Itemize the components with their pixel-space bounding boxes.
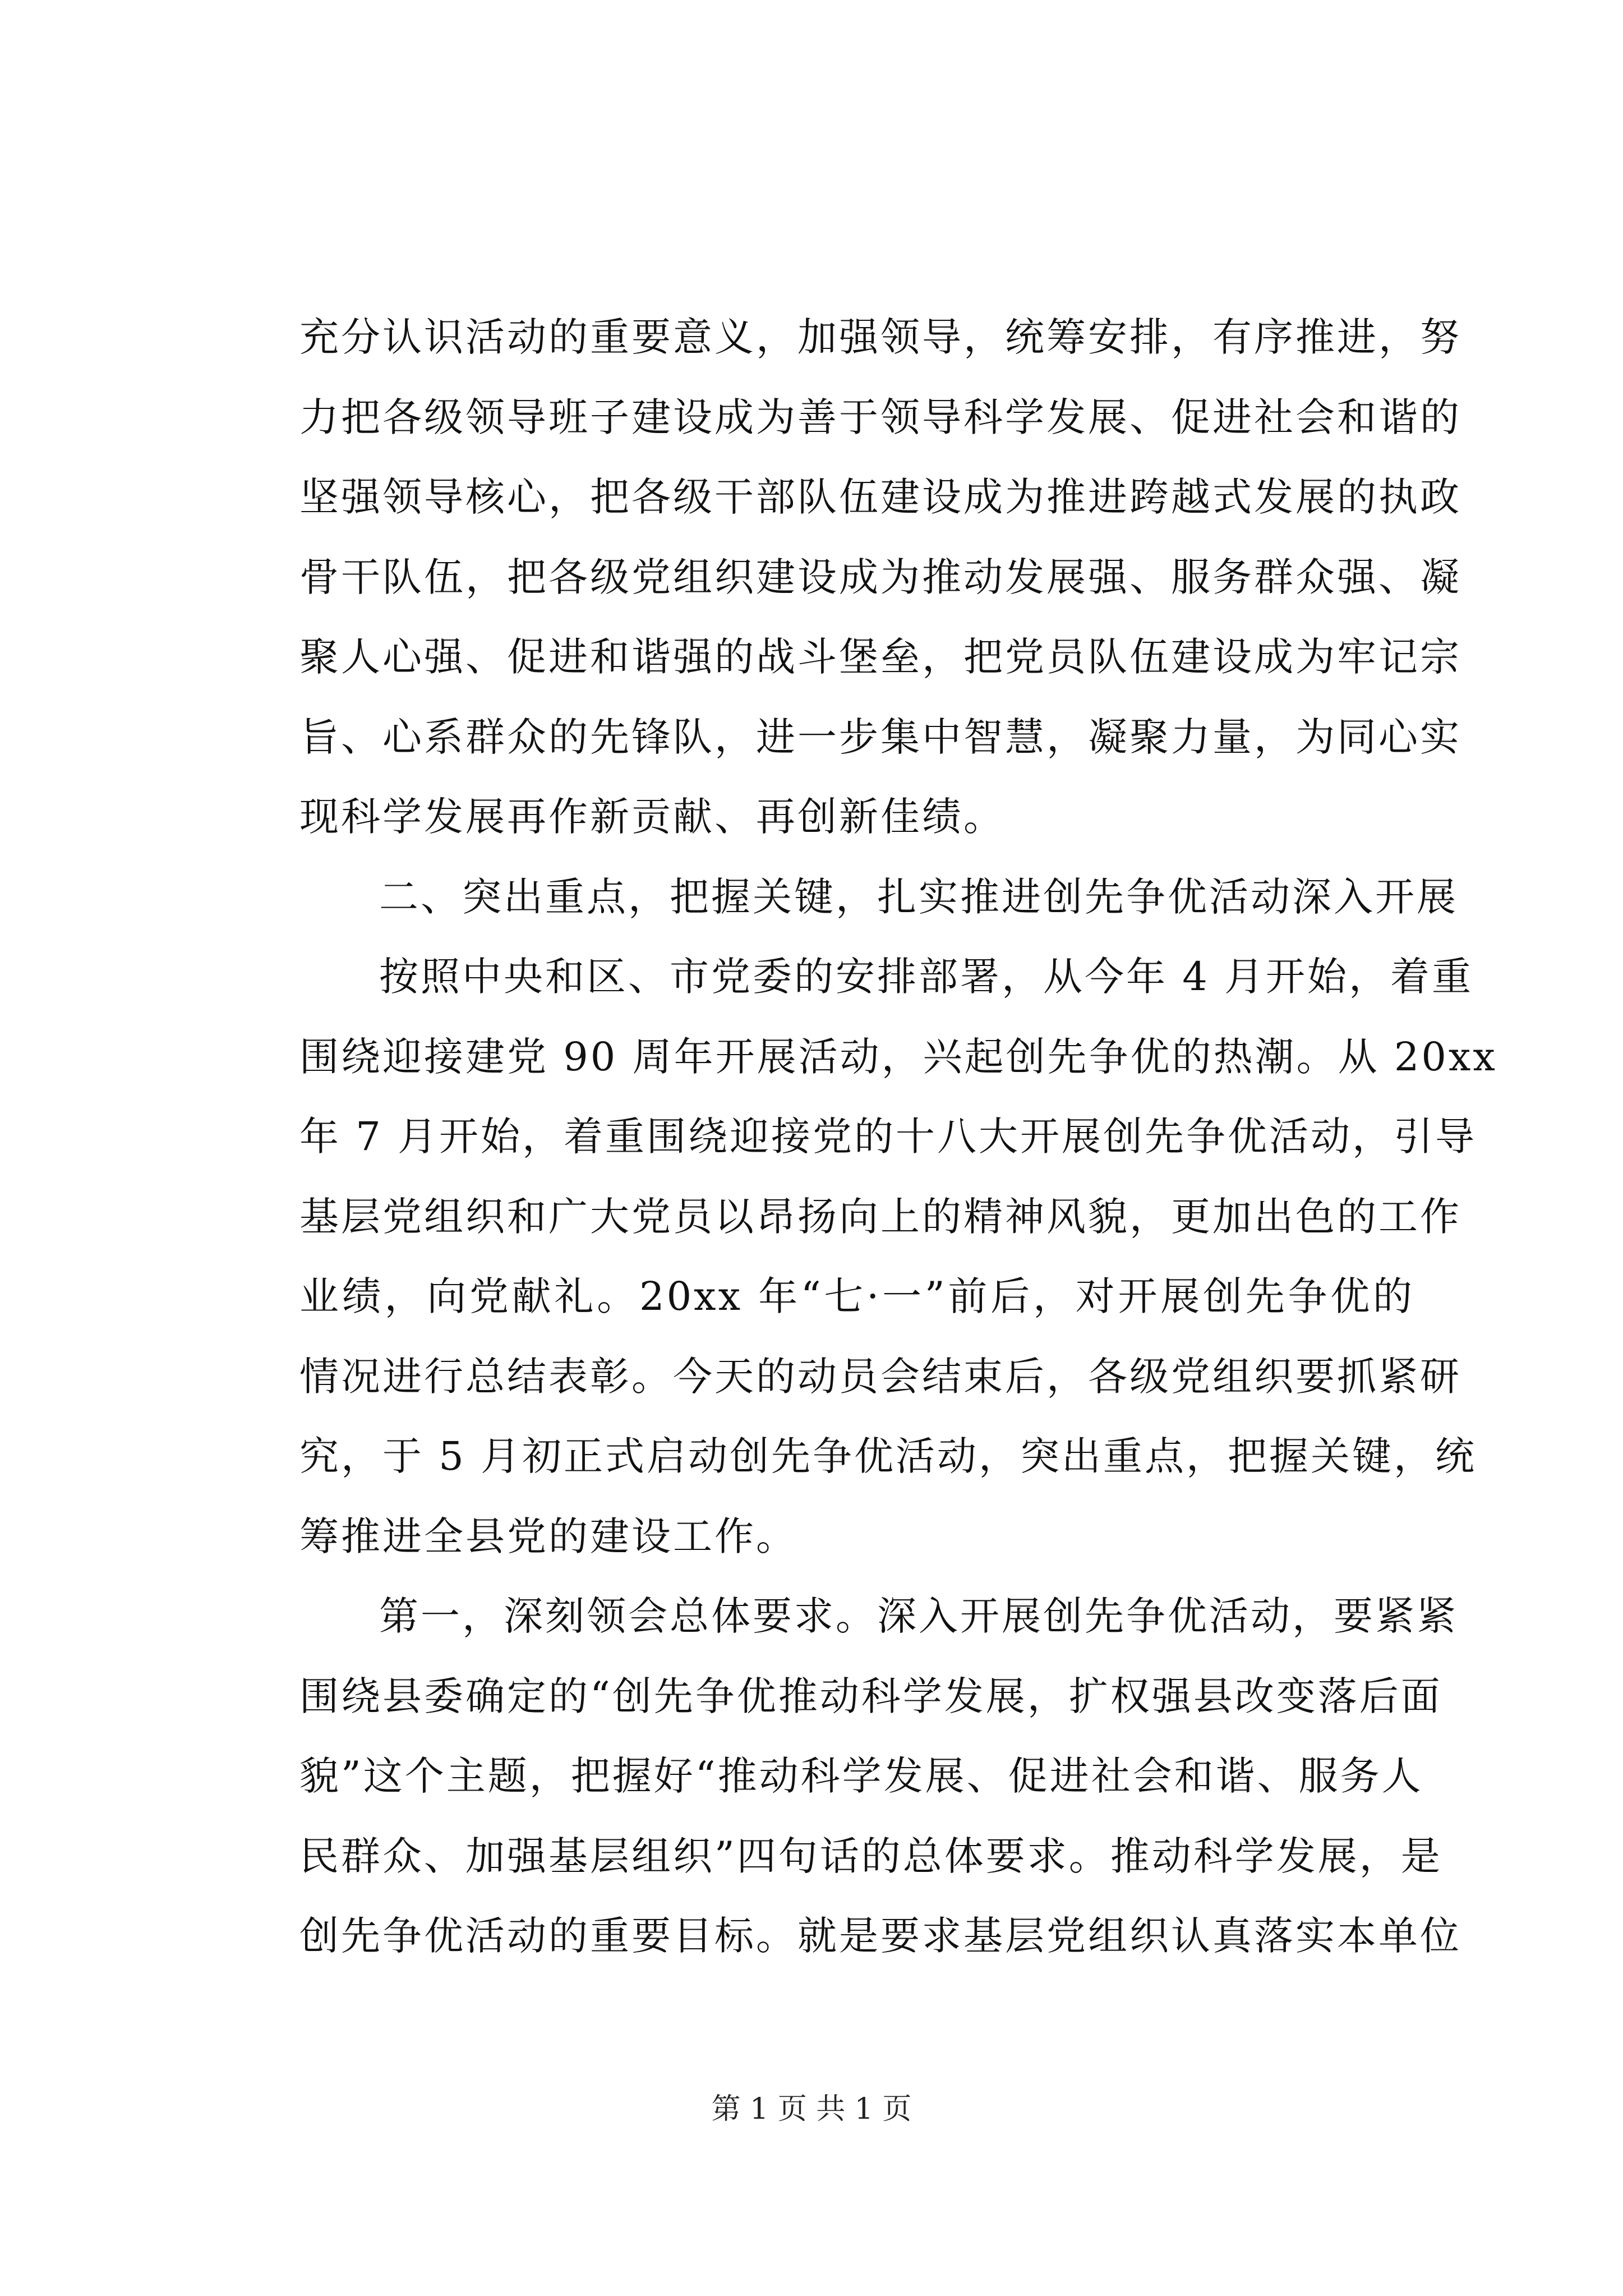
section-heading: 二、突出重点，把握关键，扎实推进创先争优活动深入开展: [379, 873, 1458, 920]
text-line: 筹推进全县党的建设工作。: [299, 1513, 797, 1559]
text-line: 业绩，向党献礼。20xx 年“七·一”前后，对开展创先争优的: [299, 1273, 1414, 1319]
text-line: 坚强领导核心，把各级干部队伍建设成为推进跨越式发展的执政: [299, 474, 1461, 520]
text-line: 究，于 5 月初正式启动创先争优活动，突出重点，把握关键，统: [299, 1433, 1477, 1479]
text-line: 骨干队伍，把各级党组织建设成为推动发展强、服务群众强、凝: [299, 554, 1461, 600]
text-line: 年 7 月开始，着重围绕迎接党的十八大开展创先争优活动，引导: [299, 1114, 1477, 1159]
text-line: 现科学发展再作新贡献、再创新佳绩。: [299, 794, 1005, 840]
text-line: 围绕县委确定的“创先争优推动科学发展，扩权强县改变落后面: [299, 1673, 1442, 1719]
text-line: 旨、心系群众的先锋队，进一步集中智慧，凝聚力量，为同心实: [299, 714, 1461, 760]
text-line: 围绕迎接建党 90 周年开展活动，兴起创先争优的热潮。从 20xx: [299, 1033, 1497, 1080]
page-footer: 第 1 页 共 1 页: [711, 2092, 912, 2126]
text-line: 第一，深刻领会总体要求。深入开展创先争优活动，要紧紧: [379, 1593, 1458, 1639]
text-line: 聚人心强、促进和谐强的战斗堡垒，把党员队伍建设成为牢记宗: [299, 634, 1461, 680]
text-line: 貌”这个主题，把握好“推动科学发展、促进社会和谐、服务人: [299, 1753, 1423, 1799]
text-line: 充分认识活动的重要意义，加强领导，统筹安排，有序推进，努: [299, 314, 1461, 360]
body-text: [299, 297, 1497, 1976]
text-line: 创先争优活动的重要目标。就是要求基层党组织认真落实本单位: [299, 1913, 1461, 1959]
text-line: 情况进行总结表彰。今天的动员会结束后，各级党组织要抓紧研: [299, 1353, 1461, 1400]
text-line: 民群众、加强基层组织”四句话的总体要求。推动科学发展，是: [299, 1833, 1442, 1879]
text-line: 力把各级领导班子建设成为善于领导科学发展、促进社会和谐的: [299, 394, 1461, 440]
text-line: 基层党组织和广大党员以昂扬向上的精神风貌，更加出色的工作: [299, 1193, 1461, 1240]
text-line: 按照中央和区、市党委的安排部署，从今年 4 月开始，着重: [379, 954, 1474, 1000]
